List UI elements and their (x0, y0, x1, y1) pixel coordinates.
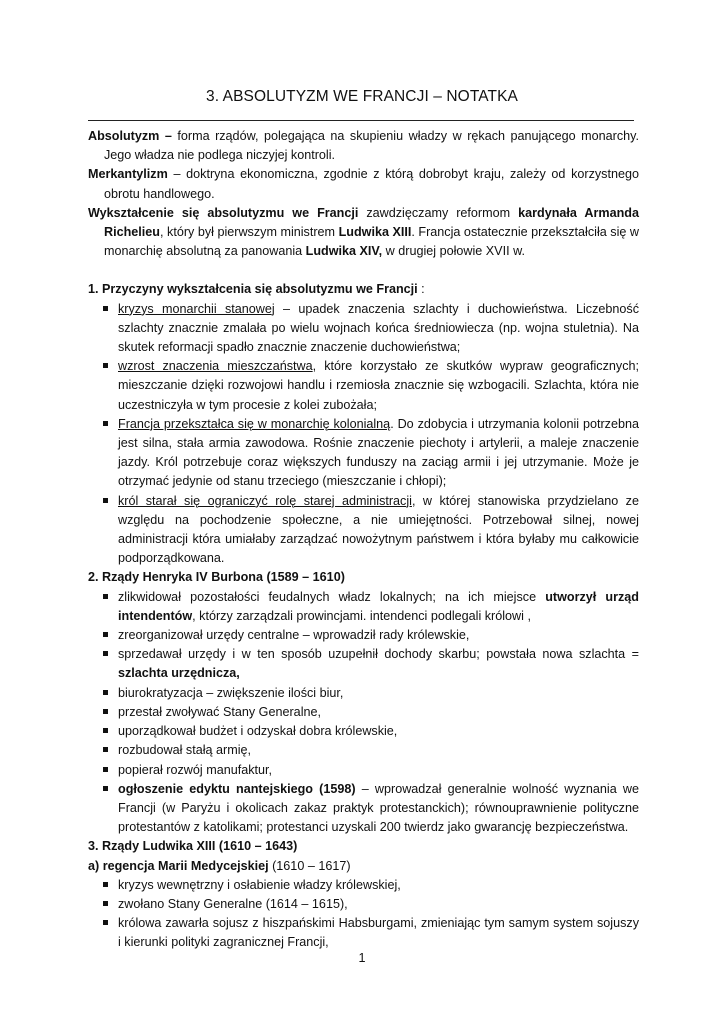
definition-term: Merkantylizm (88, 167, 168, 182)
list-item-bold: utworzył urząd intendentów (118, 589, 639, 623)
bullet-icon (103, 901, 108, 906)
definition-text: forma rządów, polegająca na skupieniu władzy w rękach panującego monarchy. Jego władza nie podlega niczyjej kontroli. (104, 129, 639, 163)
bullet-icon (103, 690, 108, 695)
bullet-icon (103, 632, 108, 637)
bullet-icon (103, 709, 108, 714)
title-underline (88, 120, 634, 121)
list-item (88, 684, 639, 703)
section2-heading: 2. Rządy Henryka IV Burbona (1589 – 1610) (88, 570, 345, 585)
bullet-icon (103, 651, 108, 656)
definition-text: – doktryna ekonomiczna, zgodnie z którą dobrobyt kraju, zależy od korzystnego obrotu handlowego. (104, 167, 639, 201)
list-item (88, 703, 639, 722)
intro-text: w drugiej połowie XVII w. (382, 244, 525, 259)
page-number: 1 (358, 951, 366, 965)
bullet-icon (103, 594, 108, 599)
bullet-icon (103, 306, 108, 311)
bullet-icon (103, 882, 108, 887)
bullet-icon (103, 747, 108, 752)
section3-heading: 3. Rządy Ludwika XIII (1610 – 1643) (88, 839, 298, 854)
list-item (88, 895, 639, 914)
intro-bold: kardynała Armanda Richelieu (104, 205, 640, 240)
list-item-bold: szlachta urzędnicza, (118, 666, 240, 681)
list-item-text: sprzedawał urzędy i w ten sposób uzupełnił dochody skarbu; powstała nowa szlachta = (118, 647, 639, 662)
definition-mercantilism (88, 165, 639, 203)
list-item-underlined: Francja przekształca się w monarchię kolonialną (118, 416, 391, 431)
page-title: 3. ABSOLUTYZM WE FRANCJI – NOTATKA (205, 88, 518, 105)
section1-list (88, 300, 639, 569)
list-item (88, 492, 639, 569)
intro-text: . Francja ostatecznie przekształciła się w monarchię absolutną za panowania (104, 225, 640, 259)
spacer (88, 261, 639, 280)
list-item (88, 741, 639, 760)
list-item (88, 588, 639, 626)
intro-bold: Wykształcenie się absolutyzmu we Francji (88, 205, 359, 220)
list-item-text: . Do zdobycia i utrzymania kolonii potrzebna jest silna, stała armia zawodowa. Rośnie znaczenie piechoty i artylerii, a maleje znaczenie jazdy. Król potrzebuje coraz większych funduszy na zaciąg armii i jej utrzymanie. Może je otrzymać jedynie od stanu trzeciego (mieszczanie i chłopi); (118, 416, 639, 489)
list-item-text: biurokratyzacja – zwiększenie ilości biur, (118, 685, 344, 700)
list-item-underlined: kryzys monarchii stanowej (118, 301, 275, 316)
bullet-icon (103, 767, 108, 772)
section-heading-suffix: : (417, 282, 425, 297)
list-item (88, 876, 639, 895)
section3-list (88, 876, 639, 953)
list-item-text: zlikwidował pozostałości feudalnych władz lokalnych; na ich miejsce (118, 589, 546, 604)
list-item-text: – upadek znaczenia szlachty i duchowieństwa. Liczebność szlachty znacznie zmalała po wielu wojnach końca średniowiecza (np. wojna stuletnia). Na skutek reformacji spadło znacznie znaczenie duchowieństwa; (118, 301, 639, 355)
list-item-text: , w której stanowiska przydzielano ze względu na pochodzenie społeczne, a nie umiejętności. Potrzebował silnej, nowej administracji która umiałaby zarządzać nowożytnym państwem i która byłaby mu całkowicie podporządkowana. (118, 493, 639, 566)
intro-paragraph (88, 204, 639, 262)
list-item-text: – wprowadzał generalnie wolność wyznania we Francji (w Paryżu i okolicach zakaz praktyk protestanckich); równouprawnienie polityczne protestantów z katolikami; protestanci uzyskali 200 twierdz jako gwarancję bezpieczeństwa. (118, 781, 639, 835)
list-item-text: popierał rozwój manufaktur, (118, 762, 273, 777)
intro-bold: Ludwika XIV, (305, 244, 383, 259)
list-item-underlined: król starał się ograniczyć rolę starej administracji (118, 493, 412, 508)
intro-bold: Ludwika XIII (338, 225, 412, 240)
list-item-text: , którzy zarządzali prowincjami. intendenci podlegali królowi , (192, 608, 531, 623)
list-item (88, 300, 639, 358)
bullet-icon (103, 363, 108, 368)
list-item (88, 761, 639, 780)
section-heading-text: 1. Przyczyny wykształcenia się absolutyzmu we Francji (88, 282, 418, 297)
list-item (88, 357, 639, 415)
bullet-icon (103, 728, 108, 733)
list-item-bold: ogłoszenie edyktu nantejskiego (1598) (118, 781, 356, 796)
list-item-text: zwołano Stany Generalne (1614 – 1615), (118, 896, 348, 911)
list-item-text: zreorganizował urzędy centralne – wprowadził rady królewskie, (118, 628, 470, 643)
list-item-text: przestał zwoływać Stany Generalne, (118, 704, 321, 719)
definition-absolutism (88, 127, 639, 165)
definition-term: Absolutyzm – (88, 129, 172, 143)
list-item-underlined: wzrost znaczenia mieszczaństwa (118, 359, 313, 374)
list-item (88, 415, 639, 492)
list-item (88, 914, 639, 952)
list-item-text: kryzys wewnętrzny i osłabienie władzy królewskiej, (118, 877, 401, 892)
bullet-icon (103, 786, 108, 791)
subheading-bold: a) regencja Marii Medycejskiej (88, 858, 269, 873)
section1-heading (88, 280, 639, 299)
intro-text: zawdzięczamy reformom (358, 205, 519, 220)
section3-subheading (88, 857, 639, 876)
bullet-icon (103, 920, 108, 925)
list-item (88, 626, 639, 645)
list-item (88, 722, 639, 741)
bullet-icon (103, 421, 108, 426)
section2-list (88, 588, 639, 838)
intro-text: , który był pierwszym ministrem (160, 225, 339, 240)
list-item-text: , które korzystało ze skutków wypraw geograficznych; mieszczanie dzięki rozwojowi handlu i rzemiosła znacznie się wzbogacili. Szlachta, która nie uczestniczyła w tym procesie z kolei zubożała; (118, 359, 639, 412)
list-item (88, 780, 639, 838)
list-item (88, 645, 639, 683)
list-item-text: królowa zawarła sojusz z hiszpańskimi Habsburgami, zmieniając tym samym system sojuszy i kierunki polityki zagranicznej Francji, (118, 916, 639, 950)
list-item-text: rozbudował stałą armię, (118, 743, 251, 758)
document-body (88, 127, 639, 953)
subheading-text: (1610 – 1617) (268, 858, 351, 873)
bullet-icon (103, 498, 108, 503)
list-item-text: uporządkował budżet i odzyskał dobra królewskie, (118, 724, 398, 739)
